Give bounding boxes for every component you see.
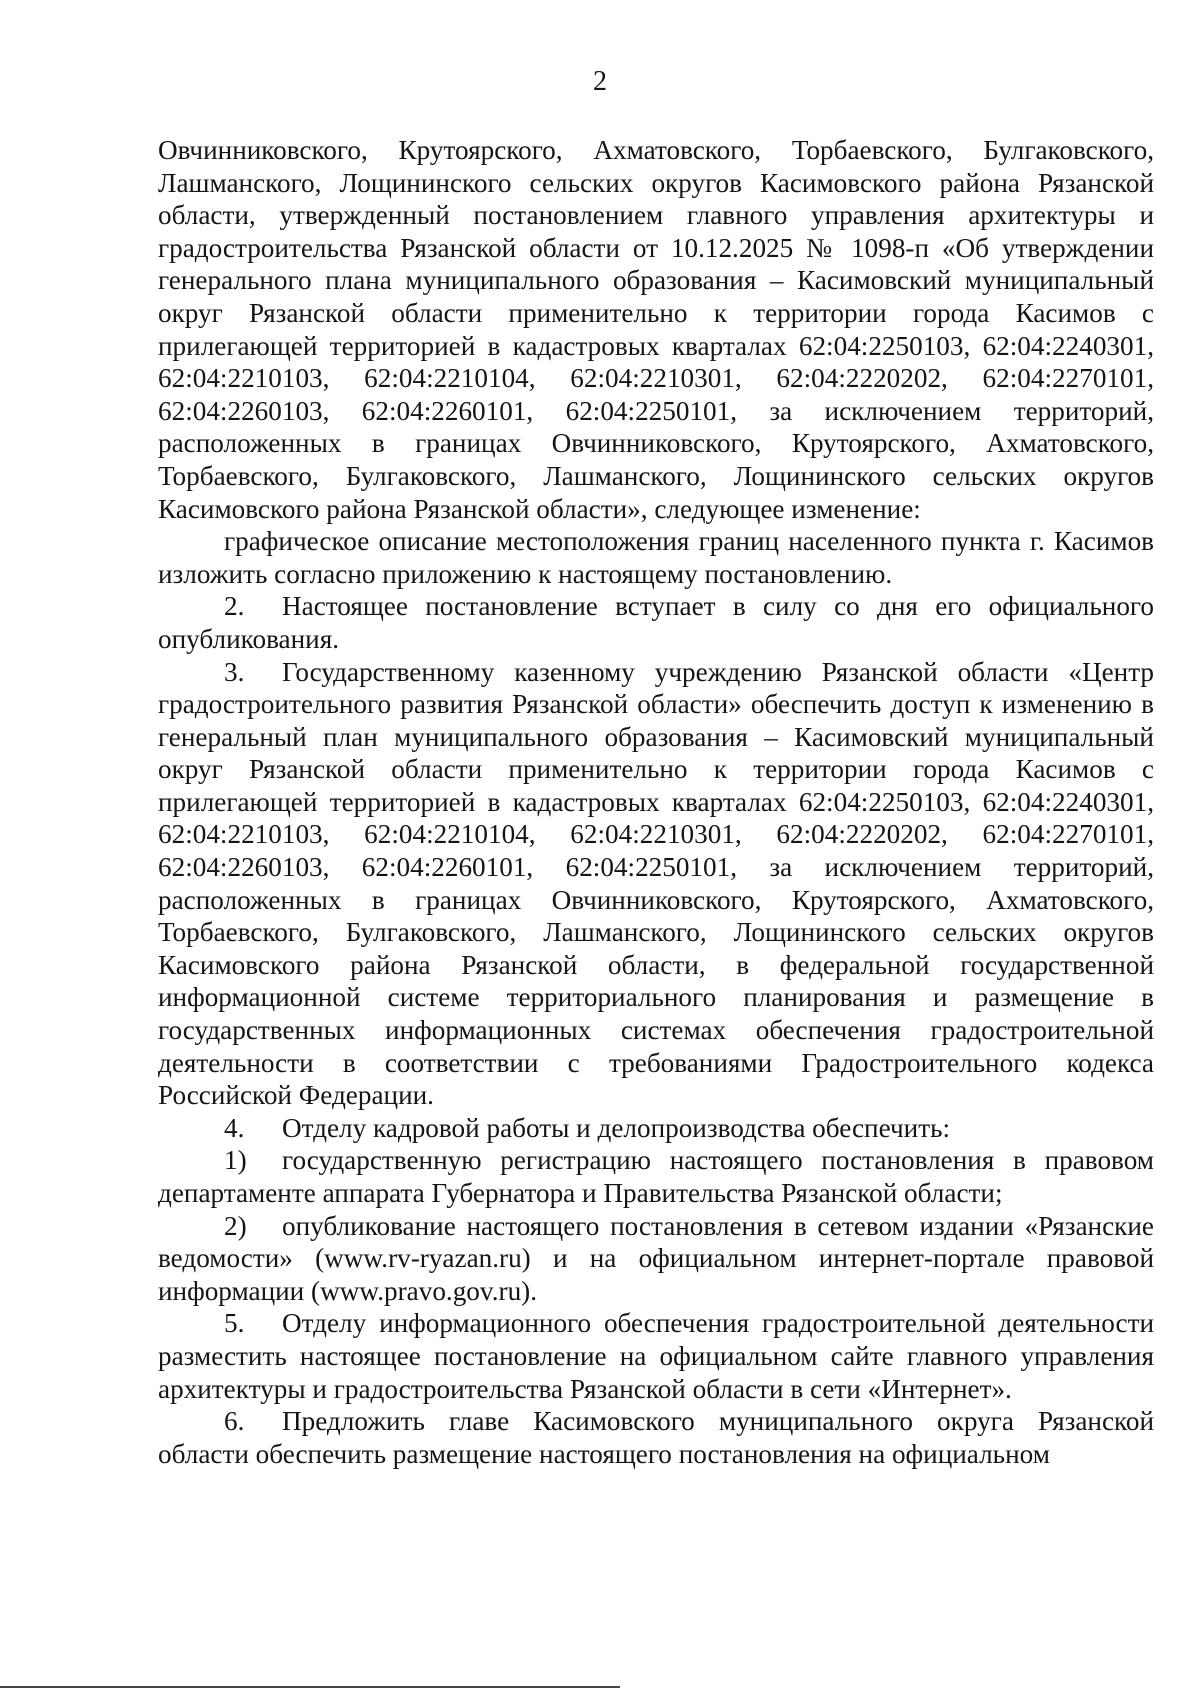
item-number: 1) — [224, 1145, 247, 1176]
item-number: 4. — [224, 1112, 245, 1143]
paragraph-item-2: 2. Настоящее постановление вступает в силу со дня его официального опубликования. — [158, 591, 1154, 654]
scan-edge-line — [0, 1686, 620, 1688]
item-number: 2. — [224, 591, 245, 622]
page-number: 2 — [593, 66, 607, 97]
item-number: 3. — [224, 656, 245, 687]
paragraph-graphic-description: графическое описание местоположения границ населенного пункта г. Касимов изложить согласно приложению к настоящему постановлению. — [158, 526, 1154, 589]
paragraph-continuation: Овчинниковского, Крутоярского, Ахматовского, Торбаевского, Булгаковского, Лашманского, Лощининского сельских округов Касимовского района Рязанской области, утвержденный постановлением главного управления архитектуры и градостроительства Рязанской области от 10.12.2025 № 1098-п «Об утверждении генерального плана муниципального образования – Касимовский муниципальный округ Рязанской области применительно к территории города Касимов с прилегающей территорией в кадастровых кварталах 62:04:2250103, 62:04:2240301, 62:04:2210103, 62:04:2210104, 62:04:2210301, 62:04:2220202, 62:04:2270101, 62:04:2260103, 62:04:2260101, 62:04:2250101, за исключением территорий, расположенных в границах Овчинниковского, Крутоярского, Ахматовского, Торбаевского, Булгаковского, Лашманского, Лощининского сельских округов Касимовского района Рязанской области», следующее изменение: — [158, 135, 1154, 524]
paragraph-item-5: 5. Отделу информационного обеспечения градостроительной деятельности разместить настоящее постановление на официальном сайте главного управления архитектуры и градостроительства Рязанской области в сети «Интернет». — [158, 1308, 1154, 1404]
paragraph-item-3: 3. Государственному казенному учреждению Рязанской области «Центр градостроительного развития Рязанской области» обеспечить доступ к изменению в генеральный план муниципального образования – Касимовский муниципальный округ Рязанской области применительно к территории города Касимов с прилегающей территорией в кадастровых кварталах 62:04:2250103, 62:04:2240301, 62:04:2210103, 62:04:2210104, 62:04:2210301, 62:04:2220202, 62:04:2270101, 62:04:2260103, 62:04:2260101, 62:04:2250101, за исключением территорий, расположенных в границах Овчинниковского, Крутоярского, Ахматовского, Торбаевского, Булгаковского, Лашманского, Лощининского сельских округов Касимовского района Рязанской области, в федеральной государственной информационной системе территориального планирования и размещение в государственных информационных системах обеспечения градостроительной деятельности в соответствии с требованиями Градостроительного кодекса Российской Федерации. — [158, 656, 1154, 1111]
paragraph-item-4-2: 2) опубликование настоящего постановления в сетевом издании «Рязанские ведомости» (www.rv-ryazan.ru) и на официальном интернет-портале правовой информации (www.pravo.gov.ru). — [158, 1210, 1154, 1306]
item-number: 2) — [224, 1210, 247, 1241]
item-number: 6. — [224, 1406, 245, 1437]
paragraph-item-4-1: 1) государственную регистрацию настоящего постановления в правовом департаменте аппарата Губернатора и Правительства Рязанской области; — [158, 1145, 1154, 1208]
document-body — [158, 134, 1154, 1470]
paragraph-item-4: 4. Отделу кадровой работы и делопроизводства обеспечить: — [224, 1112, 951, 1143]
paragraph-item-6: 6. Предложить главе Касимовского муниципального округа Рязанской области обеспечить размещение настоящего постановления на официальном — [158, 1406, 1154, 1469]
item-number: 5. — [224, 1308, 245, 1339]
